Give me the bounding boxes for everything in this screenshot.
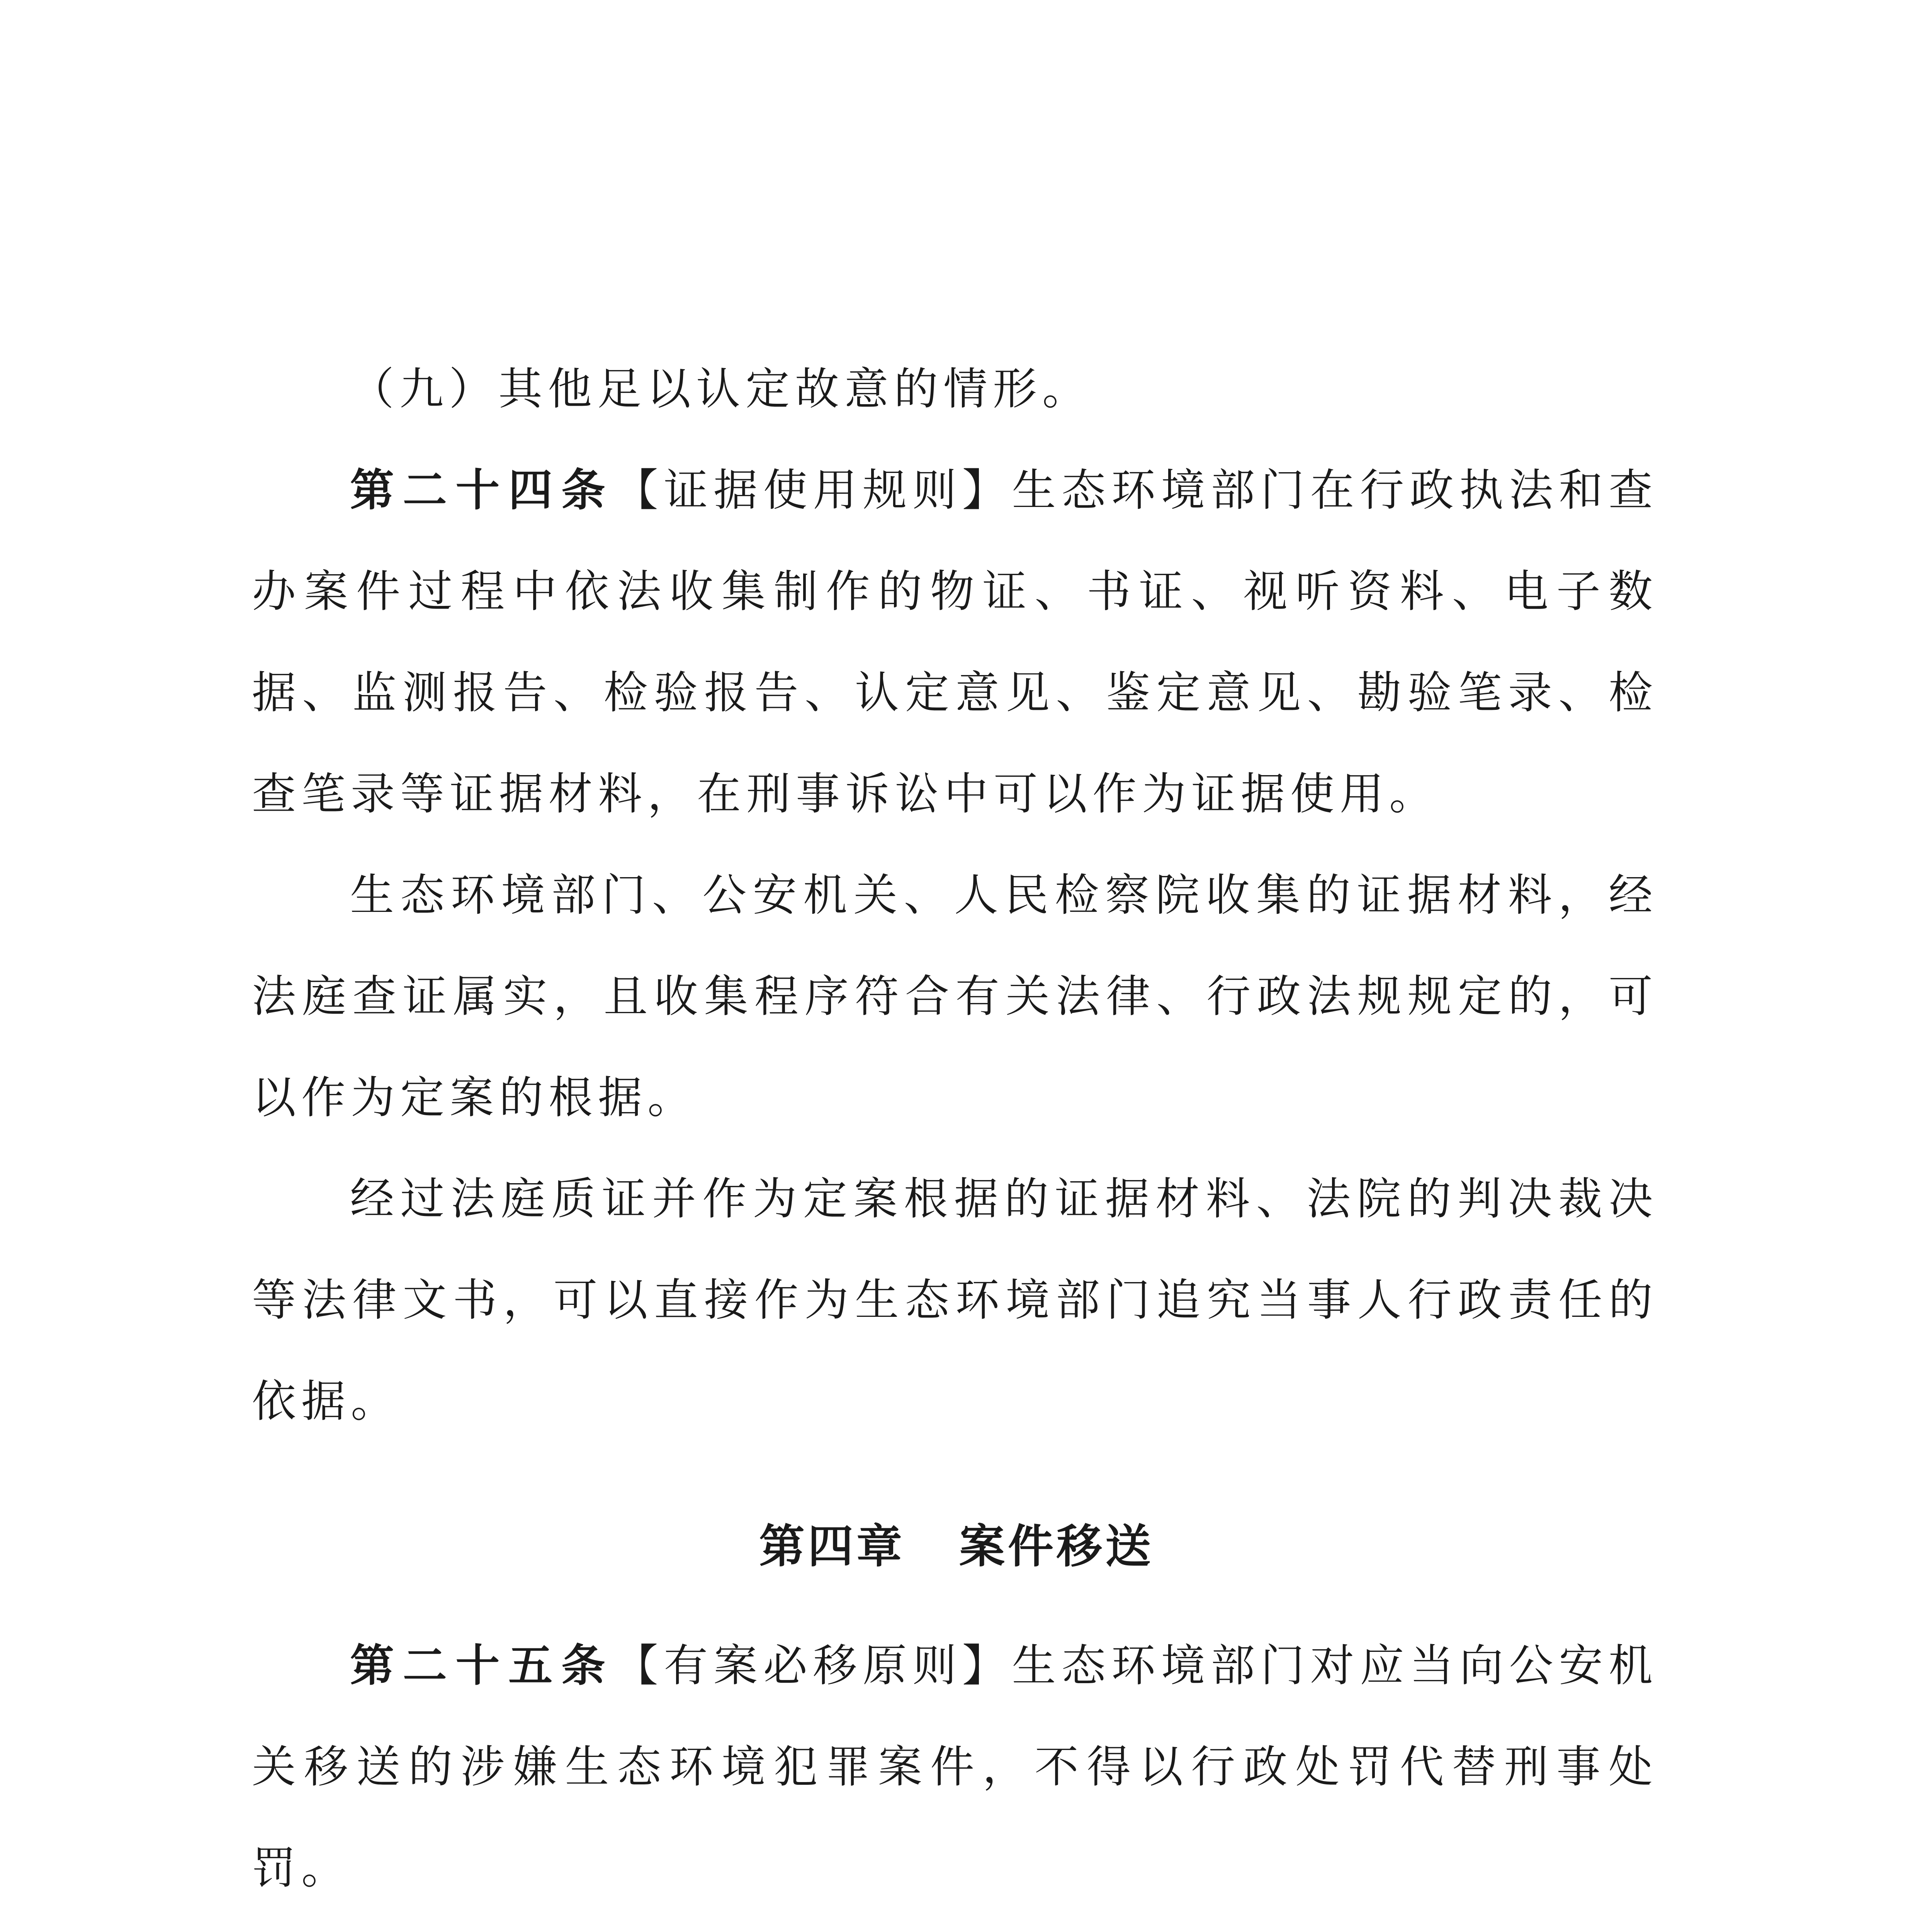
top-text-block: [252, 338, 1658, 1452]
article-text: 生态环境部门在行政执法和查办案件过程中依法收集制作的物证、书证、视听资料、电子数据、监测报告、检验报告、认定意见、鉴定意见、勘验笔录、检查笔录等证据材料，在刑事诉讼中可以作为证据使用。: [252, 464, 1658, 820]
article-24-paragraph-3: [252, 1148, 1658, 1452]
article-26: [252, 1919, 1658, 1932]
article-24-paragraph-2: [252, 845, 1658, 1148]
article-title: 第二十四条: [350, 464, 614, 516]
chapter-heading: [0, 1515, 1913, 1577]
article-25: [252, 1615, 1658, 1919]
article-bracket-title: 【证据使用规则】: [614, 464, 1012, 516]
paragraph-item-9: [252, 338, 1658, 440]
article-bracket-title: 【有案必移原则】: [614, 1640, 1012, 1691]
chapter-name: 案件移送: [959, 1520, 1154, 1573]
article-24: [252, 440, 1658, 845]
bottom-text-block: [252, 1615, 1658, 1932]
article-title: 第二十五条: [350, 1640, 614, 1691]
article-text: 生态环境部门对应当向公安机关移送的涉嫌生态环境犯罪案件，不得以行政处罚代替刑事处罚。: [252, 1640, 1658, 1894]
paragraph-text: 经过法庭质证并作为定案根据的证据材料、法院的判决裁决等法律文书，可以直接作为生态环境部门追究当事人行政责任的依据。: [252, 1173, 1658, 1427]
paragraph-text: （九）其他足以认定故意的情形。: [350, 363, 1092, 415]
chapter-number: 第四章: [759, 1520, 905, 1573]
paragraph-text: 生态环境部门、公安机关、人民检察院收集的证据材料，经法庭查证属实，且收集程序符合有关法律、行政法规规定的，可以作为定案的根据。: [252, 869, 1658, 1123]
